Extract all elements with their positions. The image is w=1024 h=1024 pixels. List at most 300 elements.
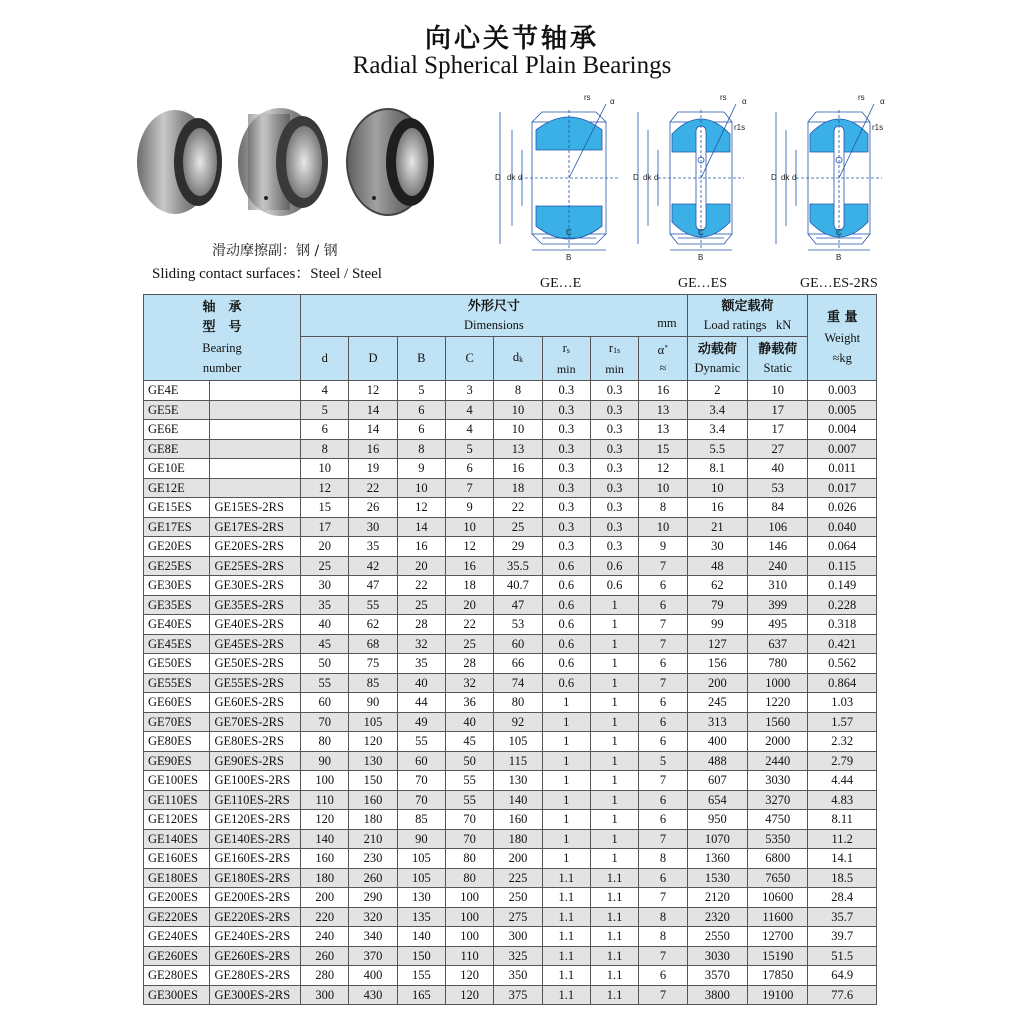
table-cell: 7650 [748,868,808,888]
table-cell: 13 [639,400,687,420]
bearing-photos [130,100,450,230]
table-row [144,420,877,440]
table-cell: 375 [494,985,542,1005]
bearing-photo-ge-es [238,108,328,216]
table-cell: 6 [639,693,687,713]
table-cell: 0.3 [542,381,590,401]
table-row [144,829,877,849]
cell-model-2rs: GE160ES-2RS [210,849,301,869]
table-cell: 155 [397,966,445,986]
table-cell: 127 [687,634,747,654]
table-cell: 20 [445,595,493,615]
table-cell: 92 [494,712,542,732]
diagram-ge-e-B: B [566,253,572,262]
table-cell: 8 [494,381,542,401]
table-cell: 1.1 [590,868,638,888]
table-cell: 85 [397,810,445,830]
table-cell: 7 [639,888,687,908]
table-cell: 0.149 [808,576,877,596]
table-cell: 35 [301,595,349,615]
diagram-label-ge-es-2rs: GE…ES-2RS [800,276,878,291]
table-cell: 70 [397,771,445,791]
table-cell: 7 [639,615,687,635]
cell-model-2rs [210,400,301,420]
table-cell: 1.1 [542,907,590,927]
table-cell: 70 [301,712,349,732]
table-cell: 2550 [687,927,747,947]
table-cell: 11.2 [808,829,877,849]
page-title-en: Radial Spherical Plain Bearings [352,52,672,79]
table-row [144,790,877,810]
table-cell: 39.7 [808,927,877,947]
table-cell: 160 [301,849,349,869]
cell-model-ge: GE35ES [144,595,210,615]
table-cell: 47 [494,595,542,615]
table-cell: 28.4 [808,888,877,908]
table-cell: 1.1 [542,888,590,908]
table-cell: 79 [687,595,747,615]
table-cell: 340 [349,927,397,947]
bearing-diagrams [480,90,900,270]
table-cell: 115 [494,751,542,771]
table-row [144,868,877,888]
table-cell: 19100 [748,985,808,1005]
cell-model-2rs: GE20ES-2RS [210,537,301,557]
table-cell: 28 [445,654,493,674]
table-cell: 950 [687,810,747,830]
table-cell: 42 [349,556,397,576]
table-cell: 4 [301,381,349,401]
table-cell: 0.3 [542,537,590,557]
table-cell: 5 [445,439,493,459]
table-cell: 0.3 [542,459,590,479]
table-cell: 1.03 [808,693,877,713]
table-cell: 10 [301,459,349,479]
cell-model-2rs: GE260ES-2RS [210,946,301,966]
table-cell: 49 [397,712,445,732]
table-cell: 15 [301,498,349,518]
table-cell: 25 [301,556,349,576]
table-cell: 1 [542,849,590,869]
table-cell: 210 [349,829,397,849]
header-weight [808,295,877,381]
table-cell: 0.3 [590,478,638,498]
table-cell: 4750 [748,810,808,830]
diagram-ge-e-D: D [495,173,501,182]
table-cell: 21 [687,517,747,537]
header-col-rs: rs min [542,337,590,381]
table-cell: 5 [639,751,687,771]
table-cell: 53 [494,615,542,635]
table-cell: 9 [397,459,445,479]
table-cell: 6 [639,868,687,888]
header-col-alpha: α˚ ≈ [639,337,687,381]
cell-model-2rs: GE60ES-2RS [210,693,301,713]
table-cell: 18 [494,478,542,498]
table-cell: 6800 [748,849,808,869]
cell-model-ge: GE8E [144,439,210,459]
diagram-ge-es-alpha: α [742,97,747,106]
table-cell: 1 [590,771,638,791]
cell-model-ge: GE80ES [144,732,210,752]
table-cell: 0.3 [542,439,590,459]
table-cell: 0.6 [542,654,590,674]
table-cell: 2 [687,381,747,401]
table-cell: 30 [301,576,349,596]
table-cell: 7 [639,556,687,576]
table-cell: 16 [639,381,687,401]
cell-model-ge: GE55ES [144,673,210,693]
table-cell: 7 [639,673,687,693]
table-cell: 1.1 [590,927,638,947]
table-row [144,634,877,654]
table-cell: 55 [445,771,493,791]
table-cell: 55 [397,732,445,752]
table-cell: 1 [542,771,590,791]
table-cell: 7 [639,634,687,654]
cell-model-ge: GE25ES [144,556,210,576]
cell-model-2rs [210,459,301,479]
table-cell: 0.6 [542,595,590,615]
table-cell: 230 [349,849,397,869]
table-cell: 400 [687,732,747,752]
table-cell: 6 [397,420,445,440]
table-cell: 17 [748,400,808,420]
table-cell: 280 [301,966,349,986]
table-cell: 150 [349,771,397,791]
table-cell: 5.5 [687,439,747,459]
table-cell: 130 [397,888,445,908]
page-title-cn: 向心关节轴承 [424,24,599,54]
table-cell: 16 [494,459,542,479]
cell-model-ge: GE180ES [144,868,210,888]
table-cell: 150 [397,946,445,966]
table-body [144,381,877,1005]
table-cell: 84 [748,498,808,518]
table-cell: 1 [590,712,638,732]
table-cell: 105 [494,732,542,752]
table-cell: 290 [349,888,397,908]
header-col-D: D [349,337,397,381]
cell-model-2rs: GE300ES-2RS [210,985,301,1005]
table-cell: 60 [397,751,445,771]
cell-model-2rs: GE240ES-2RS [210,927,301,947]
table-cell: 6 [397,400,445,420]
table-cell: 130 [494,771,542,791]
cell-model-ge: GE70ES [144,712,210,732]
table-cell: 250 [494,888,542,908]
diagram-ge-e-dk: dk [507,173,516,182]
table-cell: 85 [349,673,397,693]
table-cell: 1 [590,673,638,693]
table-cell: 14 [349,420,397,440]
table-cell: 260 [349,868,397,888]
table-cell: 70 [397,790,445,810]
table-cell: 15190 [748,946,808,966]
table-cell: 654 [687,790,747,810]
table-cell: 1530 [687,868,747,888]
table-cell: 300 [494,927,542,947]
table-cell: 36 [445,693,493,713]
table-cell: 6 [445,459,493,479]
table-cell: 245 [687,693,747,713]
table-cell: 80 [445,849,493,869]
table-cell: 30 [687,537,747,557]
table-cell: 16 [397,537,445,557]
table-cell: 99 [687,615,747,635]
table-cell: 200 [687,673,747,693]
table-cell: 240 [301,927,349,947]
table-cell: 0.318 [808,615,877,635]
table-row [144,810,877,830]
table-cell: 110 [301,790,349,810]
diagram-label-ge-e: GE…E [540,276,582,291]
table-cell: 55 [301,673,349,693]
table-cell: 13 [639,420,687,440]
table-cell: 3030 [748,771,808,791]
table-cell: 3270 [748,790,808,810]
table-cell: 0.3 [542,498,590,518]
table-row [144,439,877,459]
table-cell: 3800 [687,985,747,1005]
cell-model-ge: GE45ES [144,634,210,654]
table-cell: 7 [639,771,687,791]
table-cell: 8.11 [808,810,877,830]
table-cell: 0.3 [542,400,590,420]
table-cell: 400 [349,966,397,986]
table-cell: 0.6 [542,673,590,693]
table-cell: 70 [445,810,493,830]
table-row [144,517,877,537]
header-bearing-en2: number [202,360,242,375]
diagram-ge-es-2rs-alpha: α [880,97,885,106]
table-cell: 18 [445,576,493,596]
table-cell: 1 [590,634,638,654]
header-weight-unit: ≈kg [832,350,852,365]
cell-model-2rs: GE80ES-2RS [210,732,301,752]
cell-model-2rs: GE17ES-2RS [210,517,301,537]
table-cell: 0.6 [590,576,638,596]
table-cell: 14.1 [808,849,877,869]
header-weight-en: Weight [824,330,861,345]
table-cell: 105 [397,849,445,869]
table-cell: 20 [397,556,445,576]
table-cell: 6 [639,732,687,752]
table-cell: 135 [397,907,445,927]
table-cell: 30 [349,517,397,537]
table-cell: 0.017 [808,478,877,498]
table-cell: 1 [590,849,638,869]
table-cell: 0.3 [542,478,590,498]
table-cell: 17850 [748,966,808,986]
table-cell: 25 [494,517,542,537]
table-cell: 45 [445,732,493,752]
table-cell: 10 [445,517,493,537]
table-cell: 3.4 [687,400,747,420]
cell-model-2rs [210,420,301,440]
table-cell: 3.4 [687,420,747,440]
table-cell: 20 [301,537,349,557]
cell-model-2rs: GE280ES-2RS [210,966,301,986]
table-cell: 11600 [748,907,808,927]
table-cell: 0.6 [542,576,590,596]
table-cell: 4 [445,420,493,440]
table-cell: 0.864 [808,673,877,693]
table-cell: 180 [494,829,542,849]
cell-model-ge: GE100ES [144,771,210,791]
diagram-ge-es-2rs-r1s: r1s [872,123,884,132]
table-cell: 1 [590,829,638,849]
header-bearing-number [144,295,301,381]
diagram-ge-es-d: d [654,173,659,182]
table-cell: 1.1 [590,985,638,1005]
table-cell: 100 [301,771,349,791]
table-cell: 200 [494,849,542,869]
header-dims-cn: 外形尺寸 [467,298,520,314]
table-cell: 0.064 [808,537,877,557]
table-cell: 14 [397,517,445,537]
cell-model-2rs: GE55ES-2RS [210,673,301,693]
table-cell: 2000 [748,732,808,752]
table-cell: 9 [639,537,687,557]
table-cell: 100 [445,927,493,947]
table-cell: 165 [397,985,445,1005]
table-cell: 350 [494,966,542,986]
diagram-ge-es-2rs-B: B [836,253,842,262]
table-cell: 19 [349,459,397,479]
table-cell: 12 [639,459,687,479]
diagram-ge-es-2rs-dk: dk [781,173,790,182]
table-cell: 4 [445,400,493,420]
table-cell: 0.040 [808,517,877,537]
table-cell: 105 [397,868,445,888]
table-cell: 6 [639,576,687,596]
diagram-ge-e-C: C [566,228,572,237]
table-cell: 275 [494,907,542,927]
table-cell: 1.1 [542,927,590,947]
table-cell: 8.1 [687,459,747,479]
cell-model-ge: GE50ES [144,654,210,674]
table-row [144,478,877,498]
diagram-ge-es-2rs-D: D [771,173,777,182]
caption-cn: 滑动摩擦副：钢 / 钢 [212,243,338,259]
table-cell: 488 [687,751,747,771]
table-cell: 6 [639,595,687,615]
table-row [144,459,877,479]
table-cell: 0.6 [590,556,638,576]
table-cell: 12 [445,537,493,557]
table-cell: 260 [301,946,349,966]
table-cell: 32 [397,634,445,654]
cell-model-ge: GE140ES [144,829,210,849]
table-cell: 1.1 [590,946,638,966]
table-cell: 35 [397,654,445,674]
table-cell: 80 [445,868,493,888]
table-cell: 780 [748,654,808,674]
cell-model-ge: GE120ES [144,810,210,830]
table-cell: 0.6 [542,556,590,576]
table-cell: 44 [397,693,445,713]
header-dims-unit: mm [657,316,677,330]
diagram-ge-es-D: D [633,173,639,182]
table-cell: 15 [639,439,687,459]
cell-model-2rs: GE120ES-2RS [210,810,301,830]
table-row [144,615,877,635]
table-cell: 1 [590,693,638,713]
table-cell: 10 [494,400,542,420]
table-cell: 16 [445,556,493,576]
cell-model-2rs: GE140ES-2RS [210,829,301,849]
table-cell: 4.44 [808,771,877,791]
header-col-static: 静载荷 Static [748,337,808,381]
cell-model-ge: GE200ES [144,888,210,908]
table-cell: 180 [301,868,349,888]
table-cell: 200 [301,888,349,908]
header-col-dynamic: 动载荷 Dynamic [687,337,747,381]
diagram-ge-es-2rs-d: d [792,173,797,182]
table-cell: 1 [542,829,590,849]
table-cell: 140 [301,829,349,849]
table-cell: 106 [748,517,808,537]
table-cell: 1560 [748,712,808,732]
table-cell: 10 [687,478,747,498]
table-cell: 220 [301,907,349,927]
diagram-ge-es-r1s: r1s [734,123,746,132]
caption-en: Sliding contact surfaces：Steel / Steel [152,266,382,282]
cell-model-ge: GE5E [144,400,210,420]
cell-model-ge: GE17ES [144,517,210,537]
table-cell: 74 [494,673,542,693]
diagram-ge-es-B: B [698,253,704,262]
table-cell: 1.1 [542,966,590,986]
header-dims-en: Dimensions [463,317,524,332]
table-cell: 130 [349,751,397,771]
table-row [144,537,877,557]
table-cell: 1 [590,790,638,810]
table-cell: 2440 [748,751,808,771]
table-cell: 25 [397,595,445,615]
table-cell: 1 [542,712,590,732]
table-cell: 1.1 [590,888,638,908]
table-cell: 0.004 [808,420,877,440]
table-cell: 8 [639,907,687,927]
table-cell: 10 [397,478,445,498]
table-cell: 1 [542,693,590,713]
table-cell: 7 [639,985,687,1005]
cell-model-ge: GE60ES [144,693,210,713]
cell-model-2rs: GE30ES-2RS [210,576,301,596]
table-cell: 55 [349,595,397,615]
table-cell: 22 [397,576,445,596]
table-cell: 9 [445,498,493,518]
table-cell: 0.562 [808,654,877,674]
cell-model-2rs: GE200ES-2RS [210,888,301,908]
table-cell: 40 [301,615,349,635]
table-cell: 13 [494,439,542,459]
header-col-B: B [397,337,445,381]
table-cell: 146 [748,537,808,557]
table-cell: 75 [349,654,397,674]
table-cell: 7 [639,946,687,966]
cell-model-2rs: GE90ES-2RS [210,751,301,771]
table-row [144,771,877,791]
table-row [144,751,877,771]
table-cell: 1 [590,615,638,635]
table-cell: 2.79 [808,751,877,771]
table-cell: 60 [301,693,349,713]
table-cell: 0.115 [808,556,877,576]
table-cell: 50 [301,654,349,674]
